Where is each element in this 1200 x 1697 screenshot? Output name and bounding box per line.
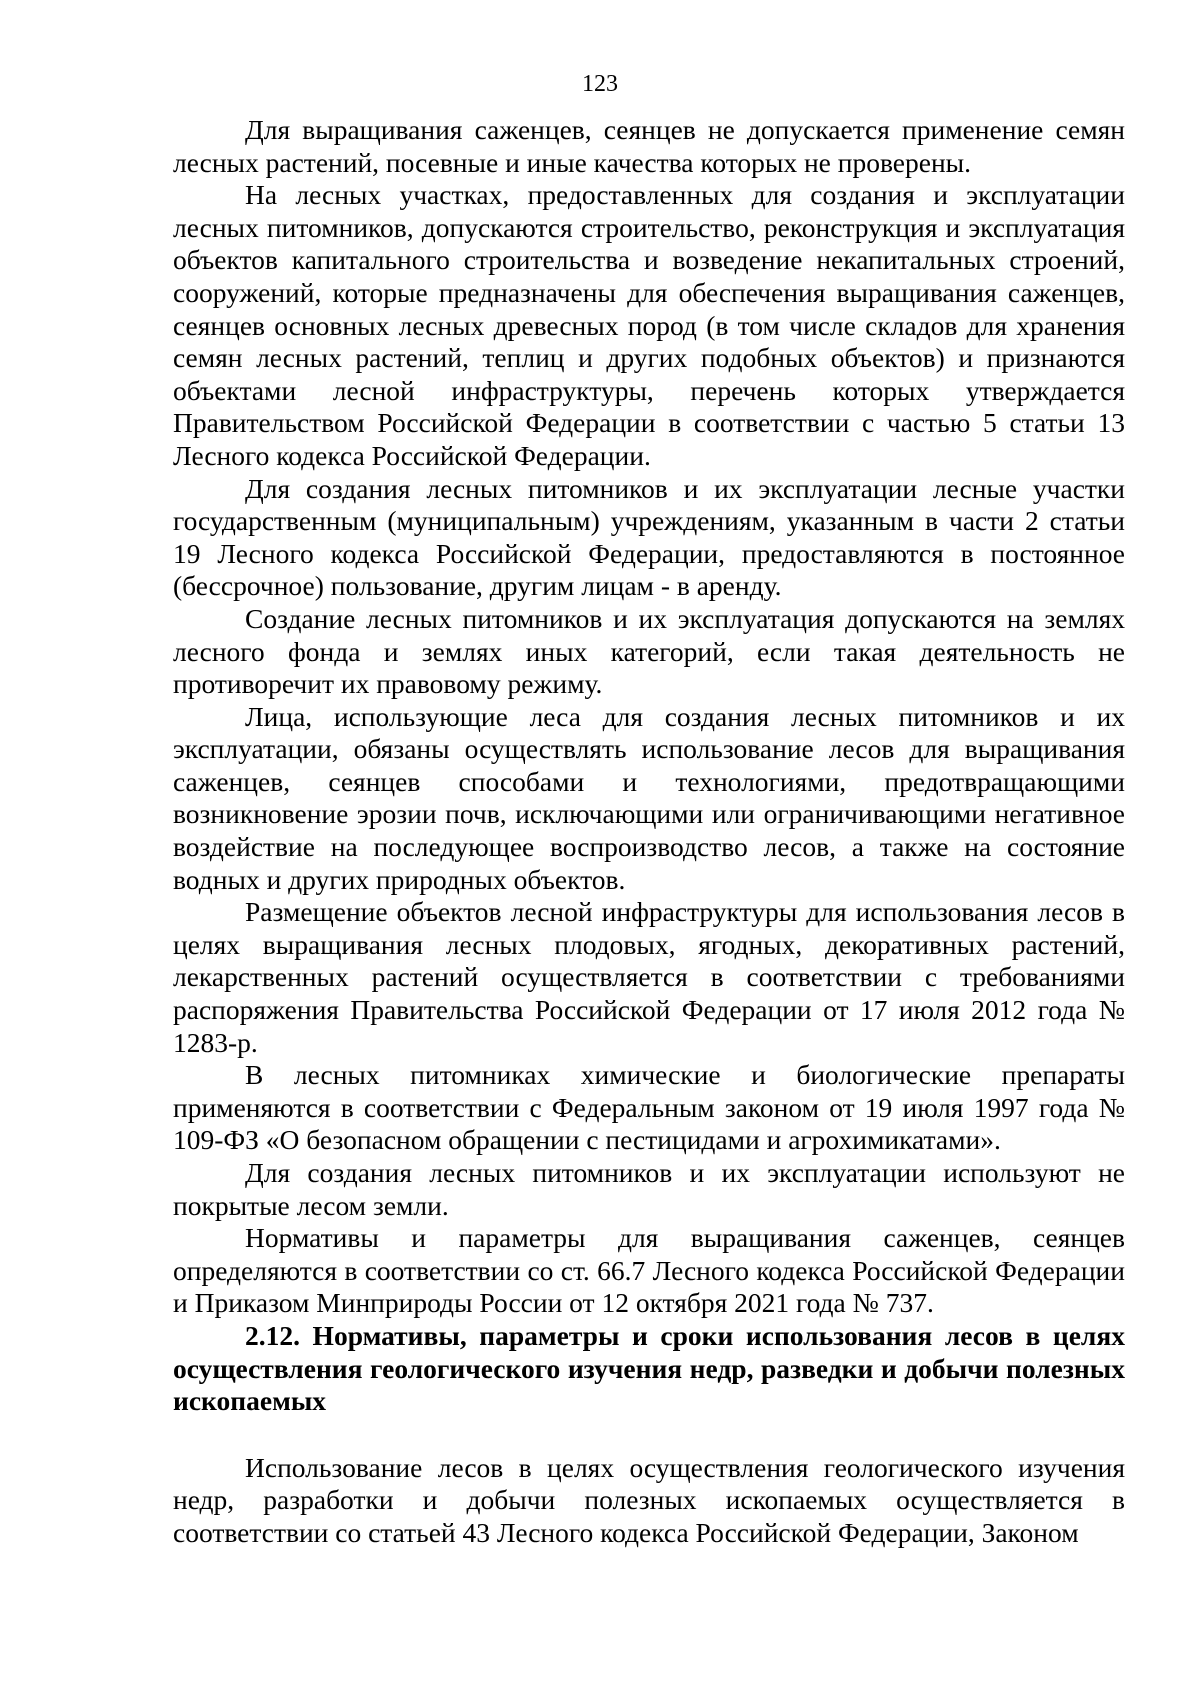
heading-spacer xyxy=(173,1418,1125,1452)
paragraph: В лесных питомниках химические и биологические препараты применяются в соответствии с Федеральным законом от 19 июля 1997 года № 109-ФЗ «О безопасном обращении с пестицидами и агрохимикатами». xyxy=(173,1059,1125,1156)
paragraph: Создание лесных питомников и их эксплуатация допускаются на землях лесного фонда и землях иных категорий, если такая деятельность не противоречит их правовому режиму. xyxy=(173,602,1125,700)
paragraph: Для выращивания саженцев, сеянцев не допускается применение семян лесных растений, посевные и иные качества которых не проверены. xyxy=(173,114,1125,178)
paragraph: Размещение объектов лесной инфраструктуры для использования лесов в целях выращивания лесных плодовых, ягодных, декоративных растений, лекарственных растений осуществляется в соответствии с требованиями распоряжения Правительства Российской Федерации от 17 июля 2012 года № 1283-р. xyxy=(173,896,1125,1058)
paragraph: Нормативы и параметры для выращивания саженцев, сеянцев определяются в соответствии со ст. 66.7 Лесного кодекса Российской Федерации и Приказом Минприроды России от 12 октября 2021 года № 737. xyxy=(173,1222,1125,1319)
page-number: 123 xyxy=(582,71,618,97)
paragraph: Для создания лесных питомников и их эксплуатации лесные участки государственным (муниципальным) учреждениям, указанным в части 2 статьи 19 Лесного кодекса Российской Федерации, предоставляются в постоянное (бессрочное) пользование, другим лицам - в аренду. xyxy=(173,472,1125,602)
paragraph: Для создания лесных питомников и их эксплуатации используют не покрытые лесом земли. xyxy=(173,1157,1125,1221)
document-body xyxy=(173,114,1125,1550)
paragraph: Использование лесов в целях осуществления геологического изучения недр, разработки и добычи полезных ископаемых осуществляется в соответствии со статьей 43 Лесного кодекса Российской Федерации, Законом xyxy=(173,1451,1125,1548)
paragraph: Лица, использующие леса для создания лесных питомников и их эксплуатации, обязаны осуществлять использование лесов для выращивания саженцев, сеянцев способами и технологиями, предотвращающими возникновение эрозии почв, исключающими или ограничивающими негативное воздействие на последующее воспроизводство лесов, а также на состояние водных и других природных объектов. xyxy=(173,700,1125,895)
paragraph: На лесных участках, предоставленных для создания и эксплуатации лесных питомников, допускаются строительство, реконструкция и эксплуатация объектов капитального строительства и возведение некапитальных строений, сооружений, которые предназначены для обеспечения выращивания саженцев, сеянцев основных лесных древесных пород (в том числе складов для хранения семян лесных растений, теплиц и других подобных объектов) и признаются объектами лесной инфраструктуры, перечень которых утверждается Правительством Российской Федерации в соответствии с частью 5 статьи 13 Лесного кодекса Российской Федерации. xyxy=(173,179,1125,471)
section-heading: 2.12. Нормативы, параметры и сроки использования лесов в целях осуществления геологического изучения недр, разведки и добычи полезных ископаемых xyxy=(173,1319,1125,1417)
